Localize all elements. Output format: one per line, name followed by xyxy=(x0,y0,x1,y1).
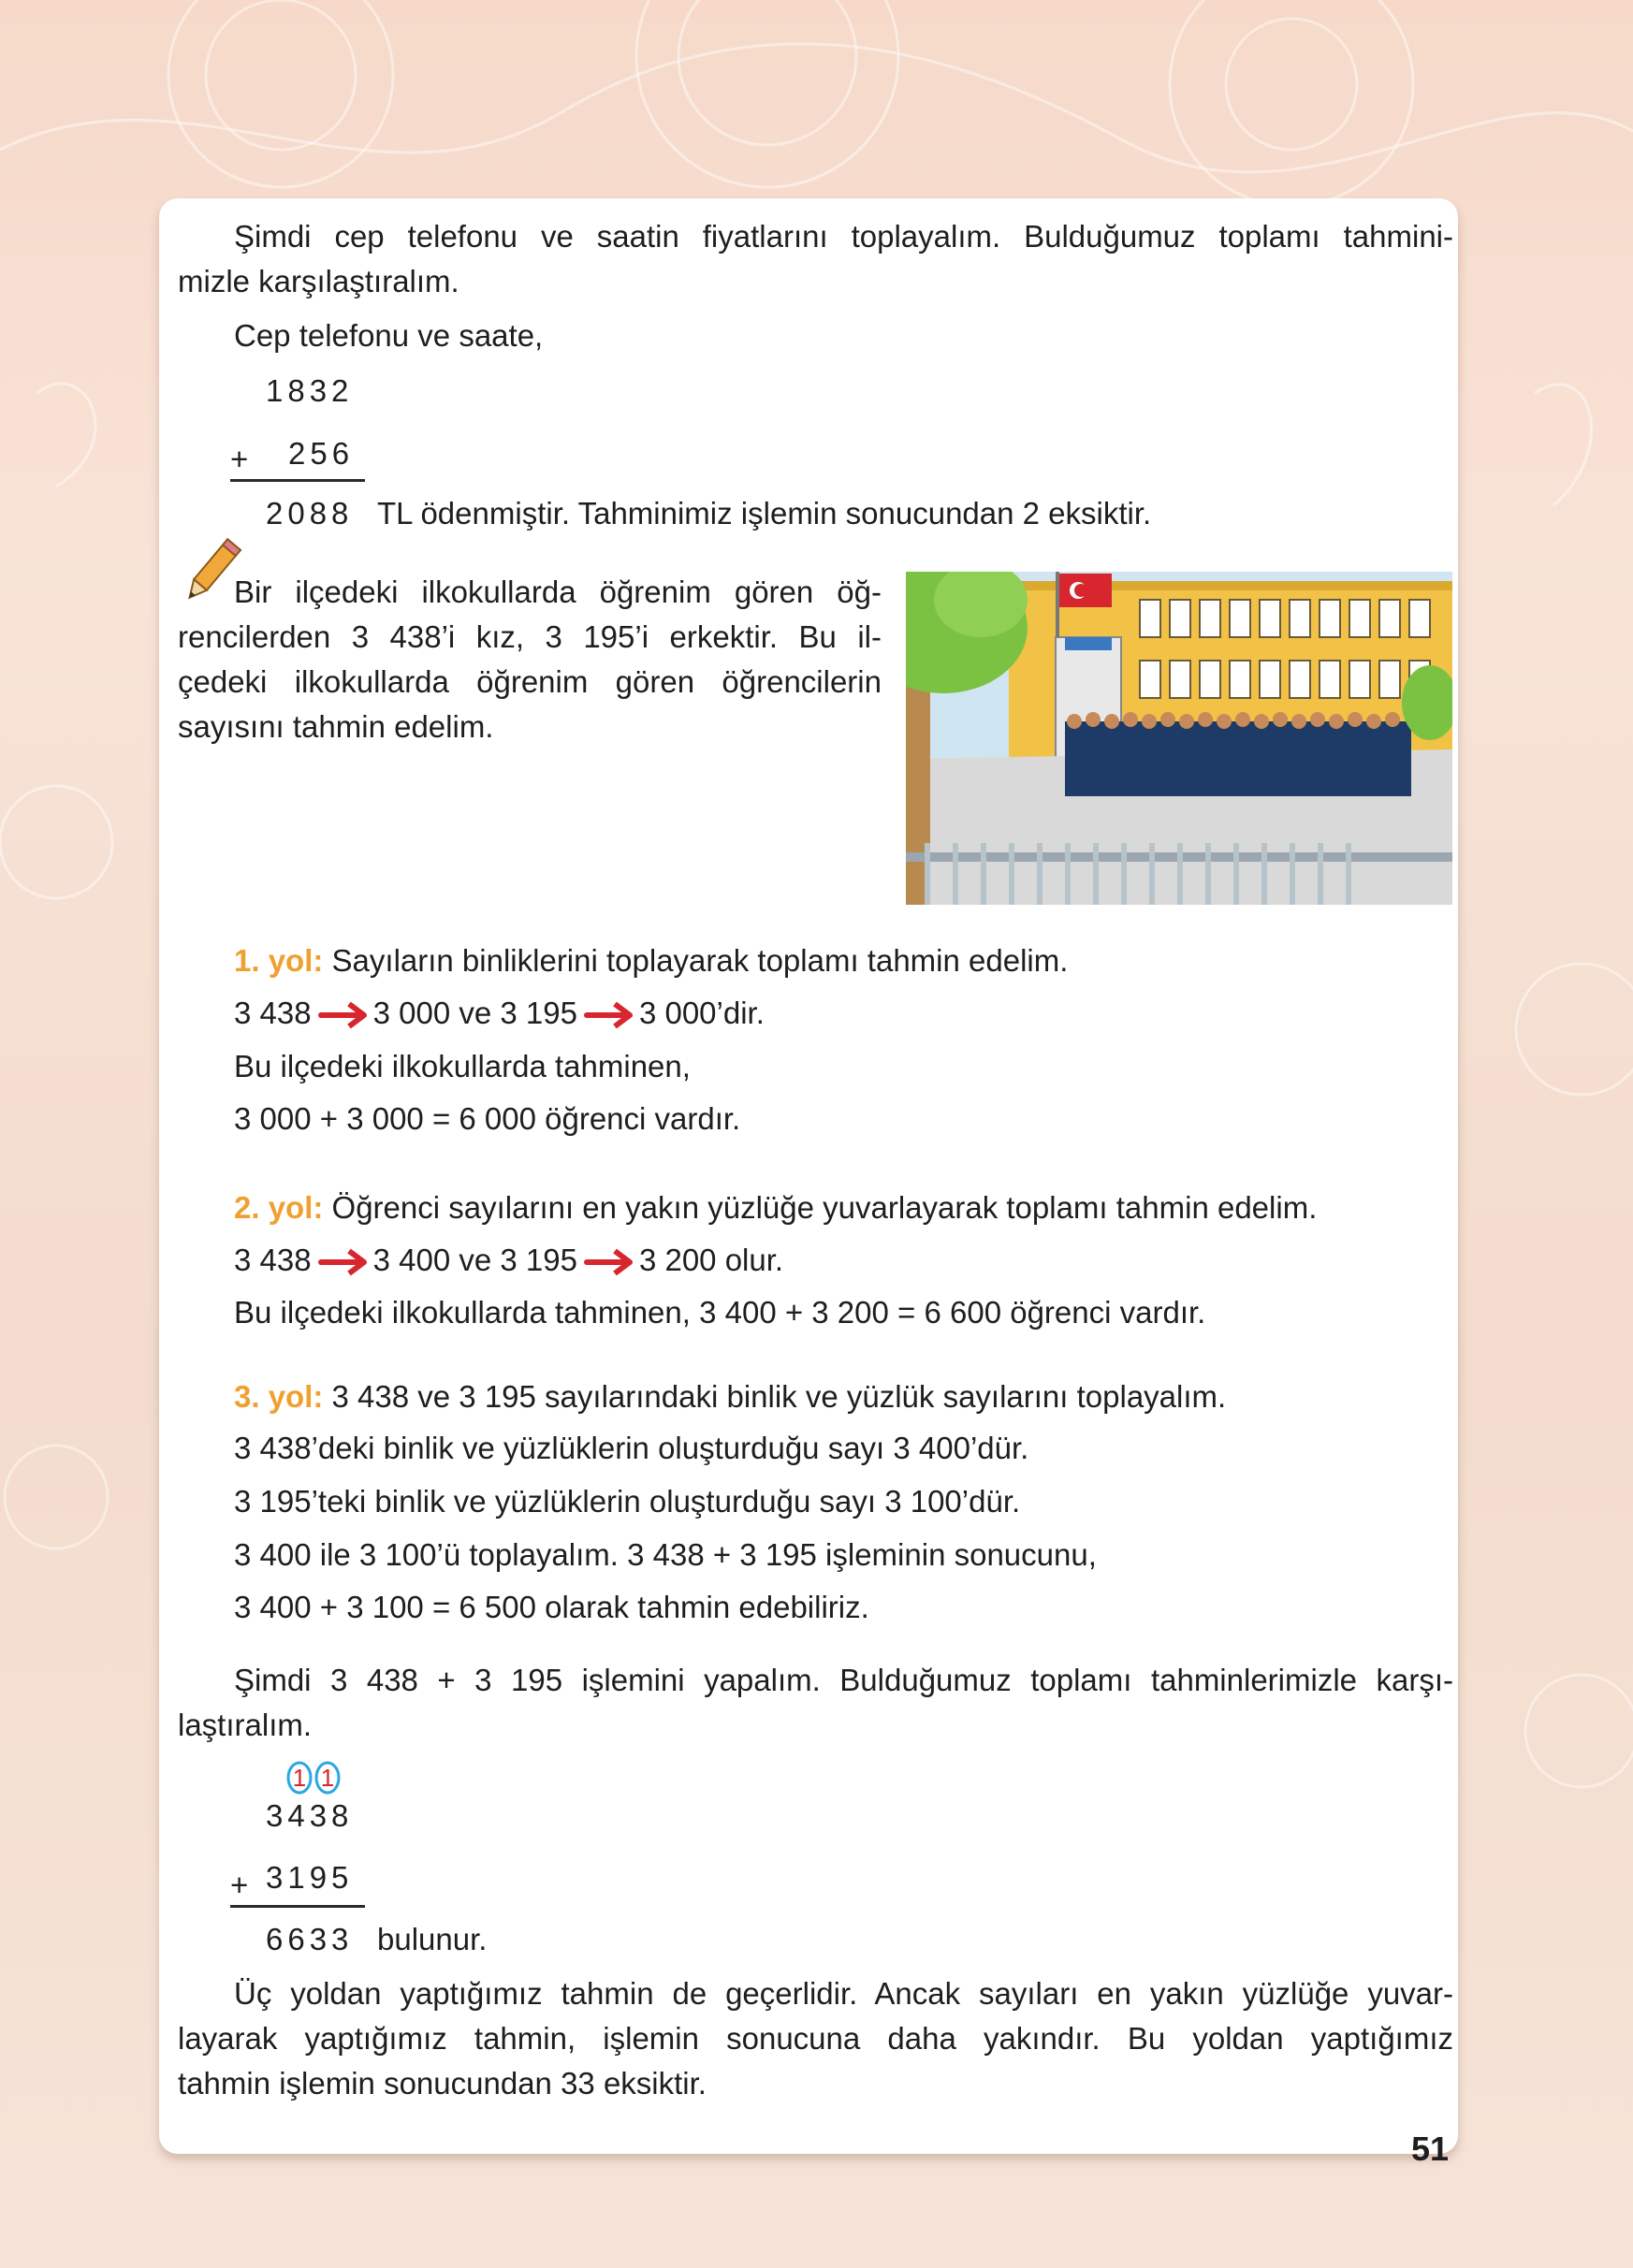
yol2-a: 3 438 xyxy=(234,1243,312,1277)
problem-line-2: rencilerden 3 438’i kız, 3 195’i erkektir. Bu il- xyxy=(178,619,882,654)
yol2-line-3: Bu ilçedeki ilkokullarda tahminen, 3 400 + 3 200 = 6 600 öğrenci vardır. xyxy=(234,1295,1206,1330)
carry-digit-2: 1 xyxy=(320,1764,335,1792)
intro-line-2: mizle karşılaştıralım. xyxy=(178,264,459,298)
yol2-b-round: 3 200 olur. xyxy=(638,1243,784,1277)
carry-circle xyxy=(314,1761,341,1795)
problem-line-4: sayısını tahmin edelim. xyxy=(178,709,494,744)
sum1-result: 2088 xyxy=(266,496,354,531)
conclusion-line-3: tahmin işlemin sonucundan 33 eksiktir. xyxy=(178,2066,707,2101)
yol3-line-2: 3 438’deki binlik ve yüzlüklerin oluşturduğu sayı 3 400’dür. xyxy=(234,1431,1029,1465)
yol2-rounding xyxy=(234,1238,783,1282)
sum1-rule xyxy=(230,479,365,482)
yol1-text: Sayıların binliklerini toplayarak toplamı tahmin edelim. xyxy=(331,943,1069,978)
yol1-rounding xyxy=(234,991,765,1035)
yol1-heading xyxy=(234,938,1068,982)
sum1-addend-b: 256 xyxy=(288,436,355,471)
yol1-label: 1. yol: xyxy=(234,943,324,978)
compare-line-2: laştıralım. xyxy=(178,1708,313,1742)
yol1-a: 3 438 xyxy=(234,996,312,1030)
yol2-a-round: 3 400 ve 3 195 xyxy=(372,1243,577,1277)
yol1-b-round: 3 000’dir. xyxy=(638,996,765,1030)
yol1-a-round: 3 000 ve 3 195 xyxy=(372,996,577,1030)
right-arrow-icon xyxy=(317,1246,370,1278)
yol1-line-3: Bu ilçedeki ilkokullarda tahminen, xyxy=(234,1049,691,1083)
carry-digit-1: 1 xyxy=(292,1764,307,1792)
conclusion-line-1: Üç yoldan yaptığımız tahmin de geçerlidir. Ancak sayıları en yakın yüzlüğe yuvar- xyxy=(234,1976,1453,2011)
sum1-addend-a: 1832 xyxy=(266,373,354,408)
right-arrow-icon xyxy=(583,999,635,1031)
problem-line-3: çedeki ilkokullarda öğrenim gören öğrencilerin xyxy=(178,664,882,699)
right-arrow-icon xyxy=(317,999,370,1031)
carry-circle xyxy=(286,1761,313,1795)
yol2-label: 2. yol: xyxy=(234,1190,324,1225)
yol2-text: Öğrenci sayılarını en yakın yüzlüğe yuvarlayarak toplamı tahmin edelim. xyxy=(331,1190,1318,1225)
sum2-rule xyxy=(230,1905,365,1908)
right-arrow-icon xyxy=(583,1246,635,1278)
sum2-addend-a: 3438 xyxy=(266,1798,354,1833)
sum1-result-text: TL ödenmiştir. Tahminimiz işlemin sonucundan 2 eksiktir. xyxy=(377,496,1152,531)
sum1-plus-sign: + xyxy=(230,442,254,476)
compare-line-1: Şimdi 3 438 + 3 195 işlemini yapalım. Bulduğumuz toplamı tahminlerimizle karşı- xyxy=(234,1663,1453,1697)
yol3-label: 3. yol: xyxy=(234,1379,324,1414)
yol3-text: 3 438 ve 3 195 sayılarındaki binlik ve yüzlük sayılarını toplayalım. xyxy=(331,1379,1227,1414)
yol2-heading xyxy=(234,1185,1317,1229)
yol3-line-5: 3 400 + 3 100 = 6 500 olarak tahmin edebiliriz. xyxy=(234,1590,869,1624)
conclusion-line-2: layarak yaptığımız tahmin, işlemin sonucuna daha yakındır. Bu yoldan yaptığımız xyxy=(178,2021,1453,2056)
sum2-addend-b: 3195 xyxy=(266,1860,354,1895)
sum2-result: 6633 xyxy=(266,1922,354,1956)
problem-line-1: Bir ilçedeki ilkokullarda öğrenim gören öğ- xyxy=(234,574,882,609)
page-number: 51 xyxy=(1411,2130,1450,2168)
school-illustration xyxy=(906,572,1452,905)
yol3-line-3: 3 195’teki binlik ve yüzlüklerin oluşturduğu sayı 3 100’dür. xyxy=(234,1484,1021,1519)
yol1-line-4: 3 000 + 3 000 = 6 000 öğrenci vardır. xyxy=(234,1101,741,1136)
sum2-plus-sign: + xyxy=(230,1868,254,1902)
yol3-heading xyxy=(234,1374,1226,1418)
intro-line-1: Şimdi cep telefonu ve saatin fiyatlarını toplayalım. Bulduğumuz toplamı tahmini- xyxy=(234,219,1453,254)
intro-line-3: Cep telefonu ve saate, xyxy=(234,318,544,353)
sum2-result-text: bulunur. xyxy=(377,1922,488,1956)
yol3-line-4: 3 400 ile 3 100’ü toplayalım. 3 438 + 3 195 işleminin sonucunu, xyxy=(234,1537,1097,1572)
